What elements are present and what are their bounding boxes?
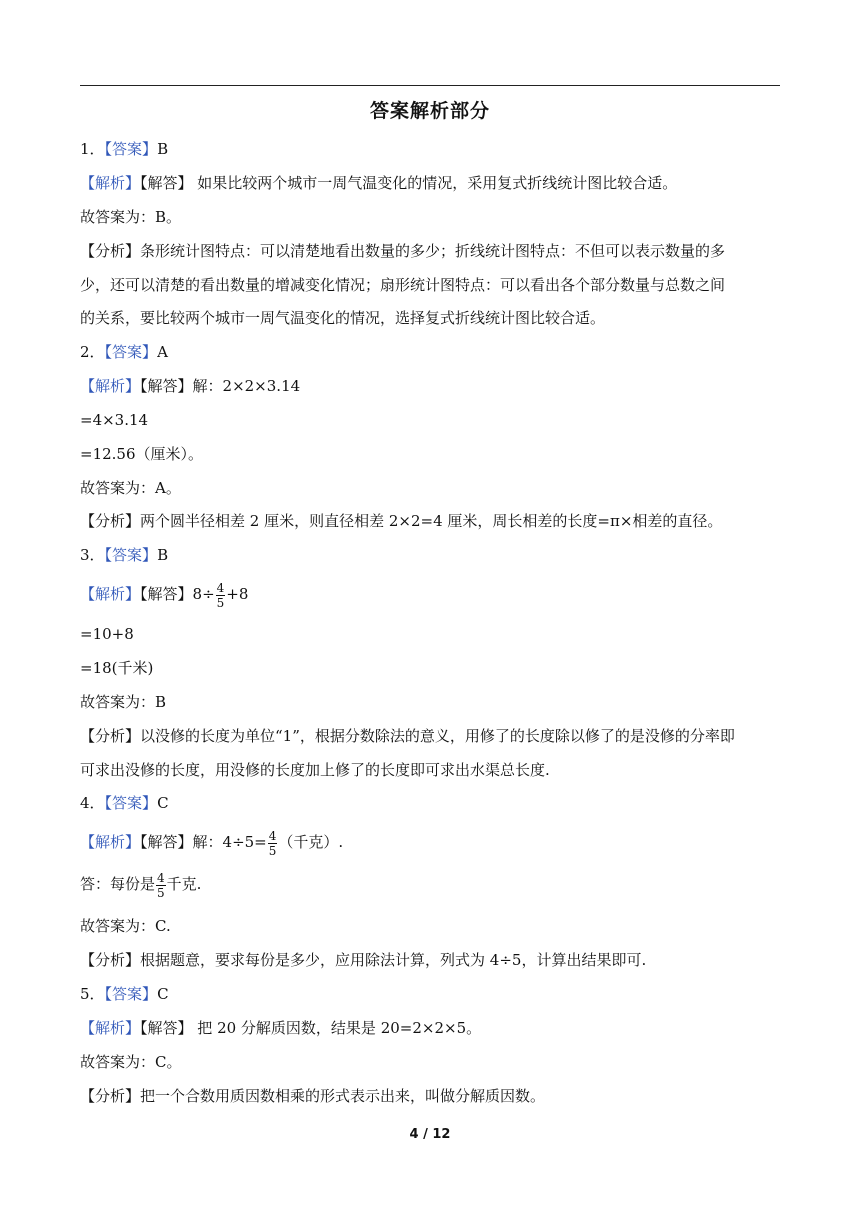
answer-tag: 【答案】: [104, 985, 158, 1003]
q2-solution-line: [80, 376, 780, 396]
q4-reply-pre: 答：每份是: [80, 875, 156, 893]
q2-answer: A: [157, 343, 168, 361]
q2-analysis-line: [80, 511, 780, 531]
explain-tag: 【解析】: [80, 174, 141, 192]
q1-analysis-2: 少，还可以清楚的看出数量的增减变化情况；扇形统计图特点：可以看出各个部分数量与总数之间: [80, 276, 726, 294]
q4-reply-fraction: [156, 872, 166, 899]
q5-answer-line: [80, 984, 780, 1004]
q3-analysis-2: 可求出没修的长度，用没修的长度加上修了的长度即可求出水渠总长度.: [80, 761, 550, 779]
q1-number: 1．: [80, 140, 105, 158]
q3-solution-post: +8: [226, 585, 249, 603]
solve-tag: 【解答】: [140, 377, 193, 395]
q2-solution: 解：2×2×3.14: [192, 377, 301, 395]
solve-tag: 【解答】: [140, 174, 193, 192]
analysis-tag: 【分析】: [80, 727, 141, 745]
q4-analysis: 根据题意，要求每份是多少，应用除法计算，列式为 4÷5，计算出结果即可.: [140, 951, 647, 969]
q1-analysis-1: 条形统计图特点：可以清楚地看出数量的多少；折线统计图特点：不但可以表示数量的多: [140, 242, 726, 260]
q2-conclusion: 故答案为：A。: [80, 479, 181, 497]
q3-step-1: =10+8: [80, 625, 134, 643]
page-title: 答案解析部分: [369, 100, 490, 122]
q5-solution-line: [80, 1018, 780, 1038]
q3-answer-line: [80, 545, 780, 565]
q3-solution-line: [80, 580, 780, 609]
q1-solution: 如果比较两个城市一周气温变化的情况，采用复式折线统计图比较合适。: [192, 174, 678, 192]
fraction-denominator: 5: [268, 843, 277, 858]
analysis-tag: 【分析】: [80, 512, 141, 530]
q5-analysis-line: [80, 1086, 780, 1106]
q4-solution-line: [80, 828, 780, 857]
fraction-numerator: 4: [268, 828, 277, 843]
q3-step-2: =18(千米): [80, 659, 154, 677]
q5-solution: 把 20 分解质因数，结果是 20=2×2×5。: [192, 1019, 482, 1037]
explain-tag: 【解析】: [80, 833, 141, 851]
answer-tag: 【答案】: [104, 546, 158, 564]
page-number: 4 / 12: [409, 1127, 451, 1142]
q1-answer: B: [157, 140, 169, 158]
q2-answer-line: [80, 342, 780, 362]
q5-conclusion: 故答案为：C。: [80, 1053, 182, 1071]
fraction-numerator: 4: [157, 870, 165, 885]
q4-reply-post: 千克.: [166, 875, 202, 893]
q5-analysis: 把一个合数用质因数相乘的形式表示出来，叫做分解质因数。: [140, 1087, 546, 1105]
fraction-denominator: 5: [157, 885, 165, 900]
explain-tag: 【解析】: [80, 377, 141, 395]
header-rule: [80, 85, 780, 86]
q2-step-1: =4×3.14: [80, 411, 149, 429]
q5-answer: C: [157, 985, 169, 1003]
q1-analysis-3: 的关系，要比较两个城市一周气温变化的情况，选择复式折线统计图比较合适。: [80, 309, 606, 327]
answer-tag: 【答案】: [104, 343, 158, 361]
q4-solution-pre: 解：4÷5=: [192, 833, 267, 851]
q4-analysis-line: [80, 950, 780, 970]
answer-tag: 【答案】: [104, 794, 158, 812]
analysis-tag: 【分析】: [80, 242, 141, 260]
q4-number: 4．: [80, 794, 105, 812]
q2-number: 2．: [80, 343, 105, 361]
analysis-tag: 【分析】: [80, 1087, 141, 1105]
solve-tag: 【解答】: [140, 1019, 193, 1037]
q5-number: 5．: [80, 985, 105, 1003]
fraction-numerator: 4: [216, 580, 225, 595]
solve-tag: 【解答】: [140, 833, 193, 851]
answer-tag: 【答案】: [104, 140, 158, 158]
solve-tag: 【解答】: [140, 585, 193, 603]
q3-fraction: [216, 582, 226, 609]
q3-analysis-1: 以没修的长度为单位“1”，根据分数除法的意义，用修了的长度除以修了的是没修的分率即: [140, 727, 735, 745]
q4-conclusion: 故答案为：C.: [80, 917, 171, 935]
q1-conclusion: 故答案为：B。: [80, 208, 182, 226]
q3-analysis-line: [80, 726, 780, 746]
q2-analysis: 两个圆半径相差 2 厘米，则直径相差 2×2=4 厘米，周长相差的长度=π×相差的直径。: [140, 512, 723, 530]
explain-tag: 【解析】: [80, 585, 141, 603]
q4-reply-line: [80, 870, 780, 899]
q4-answer: C: [157, 794, 169, 812]
fraction-denominator: 5: [216, 595, 225, 610]
q1-solution-line: [80, 173, 780, 193]
q4-solution-post: （千克）.: [278, 833, 344, 851]
q3-answer: B: [157, 546, 169, 564]
q3-number: 3．: [80, 546, 105, 564]
q2-step-2: =12.56（厘米）。: [80, 445, 204, 463]
q1-analysis-line: [80, 241, 780, 261]
q4-answer-line: [80, 793, 780, 813]
analysis-tag: 【分析】: [80, 951, 141, 969]
q3-solution-pre: 8÷: [192, 585, 215, 603]
q1-answer-line: [80, 139, 780, 159]
explain-tag: 【解析】: [80, 1019, 141, 1037]
q3-conclusion: 故答案为：B: [80, 693, 167, 711]
q4-fraction: [268, 830, 278, 857]
